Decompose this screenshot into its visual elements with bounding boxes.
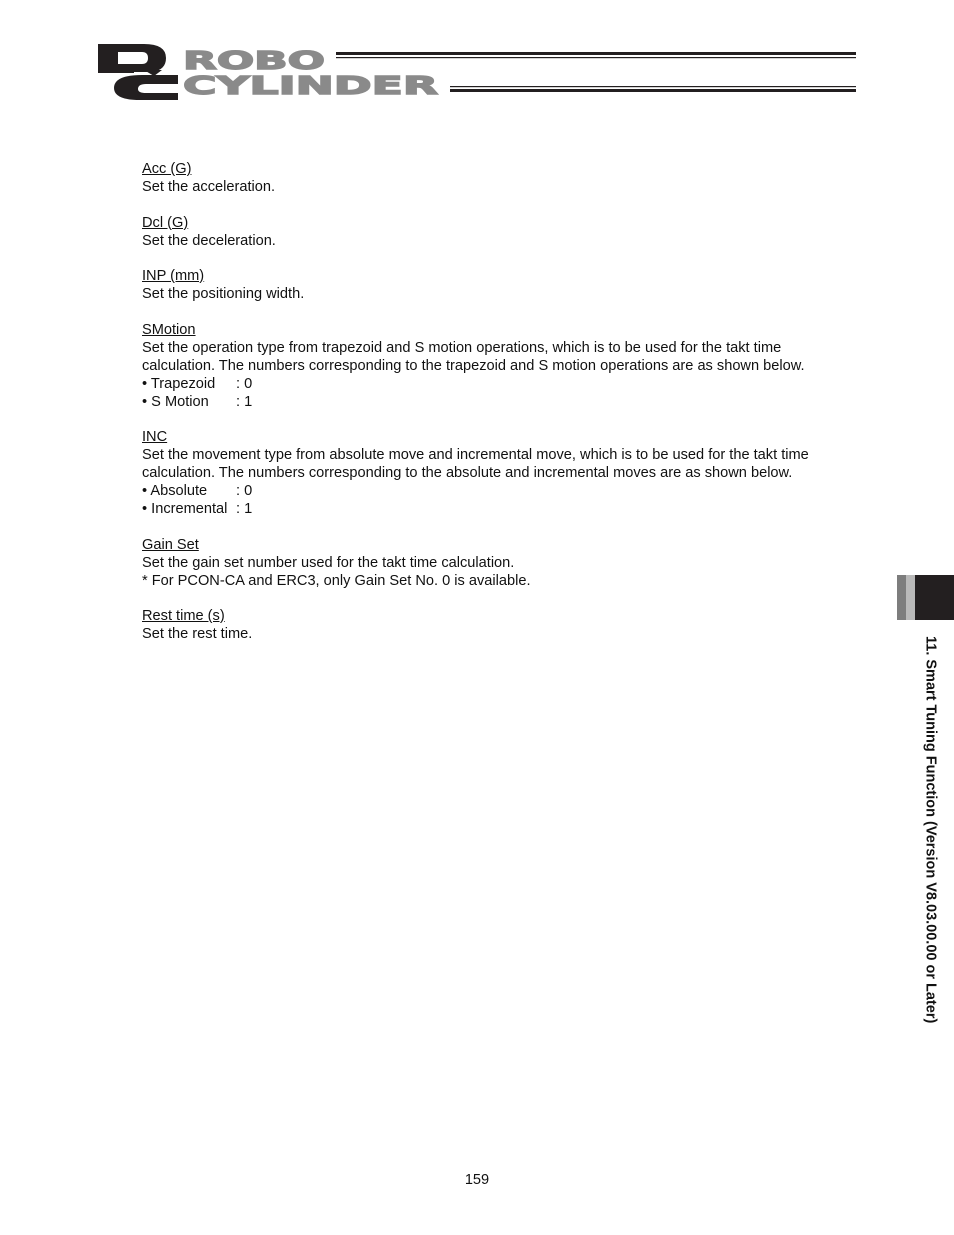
bullet-label: • Incremental bbox=[142, 501, 228, 517]
section-heading: Gain Set bbox=[142, 536, 199, 553]
section-text: calculation. The numbers corresponding to the trapezoid and S motion operations are as shown below. bbox=[142, 357, 805, 374]
section-text: calculation. The numbers corresponding to the absolute and incremental moves are as shown below. bbox=[142, 465, 793, 481]
logo-robo-text: ROBO bbox=[183, 46, 325, 75]
bullet-label: • S Motion bbox=[142, 393, 209, 410]
section-text: Set the movement type from absolute move and incremental move, which is to be used for the takt time bbox=[142, 447, 809, 463]
bullet-value: : 1 bbox=[236, 501, 253, 517]
section-heading: INC bbox=[142, 429, 168, 445]
chapter-tab-marker bbox=[897, 575, 954, 620]
list-item bbox=[142, 393, 862, 411]
section-heading: INP (mm) bbox=[142, 268, 205, 284]
section-heading: Rest time (s) bbox=[142, 608, 225, 624]
bullet-value: : 0 bbox=[236, 483, 253, 499]
chapter-side-label: 11. Smart Tuning Function (Version V8.03.00.00 or Later) bbox=[922, 636, 939, 1024]
logo-cylinder-text: CYLINDER bbox=[183, 71, 438, 100]
section-acc bbox=[142, 160, 862, 196]
page-number: 159 bbox=[464, 1172, 490, 1188]
section-text: Set the rest time. bbox=[142, 626, 253, 642]
section-inp bbox=[142, 267, 862, 303]
section-text: Set the operation type from trapezoid and S motion operations, which is to be used for the takt time bbox=[142, 339, 782, 356]
section-text: Set the gain set number used for the takt time calculation. bbox=[142, 554, 515, 571]
section-heading: Dcl (G) bbox=[142, 214, 189, 231]
parameter-descriptions bbox=[142, 160, 862, 661]
bullet-value: : 0 bbox=[236, 375, 253, 392]
bullet-value: : 1 bbox=[236, 393, 253, 410]
section-rest-time bbox=[142, 607, 862, 643]
robo-cylinder-logo bbox=[96, 42, 858, 102]
section-gain-set bbox=[142, 536, 862, 590]
bullet-label: • Trapezoid bbox=[142, 375, 216, 392]
section-inc bbox=[142, 428, 862, 518]
section-text: Set the positioning width. bbox=[142, 286, 305, 302]
rc-mark-icon bbox=[98, 44, 178, 100]
list-item bbox=[142, 482, 862, 500]
section-dcl bbox=[142, 214, 862, 250]
bullet-label: • Absolute bbox=[142, 483, 208, 499]
section-heading: Acc (G) bbox=[142, 161, 192, 177]
section-text: Set the acceleration. bbox=[142, 179, 276, 195]
section-heading: SMotion bbox=[142, 321, 196, 338]
list-item bbox=[142, 500, 862, 518]
list-item bbox=[142, 375, 862, 393]
section-text: Set the deceleration. bbox=[142, 232, 276, 249]
section-note: * For PCON-CA and ERC3, only Gain Set No. 0 is available. bbox=[142, 572, 531, 589]
section-smotion bbox=[142, 321, 862, 411]
